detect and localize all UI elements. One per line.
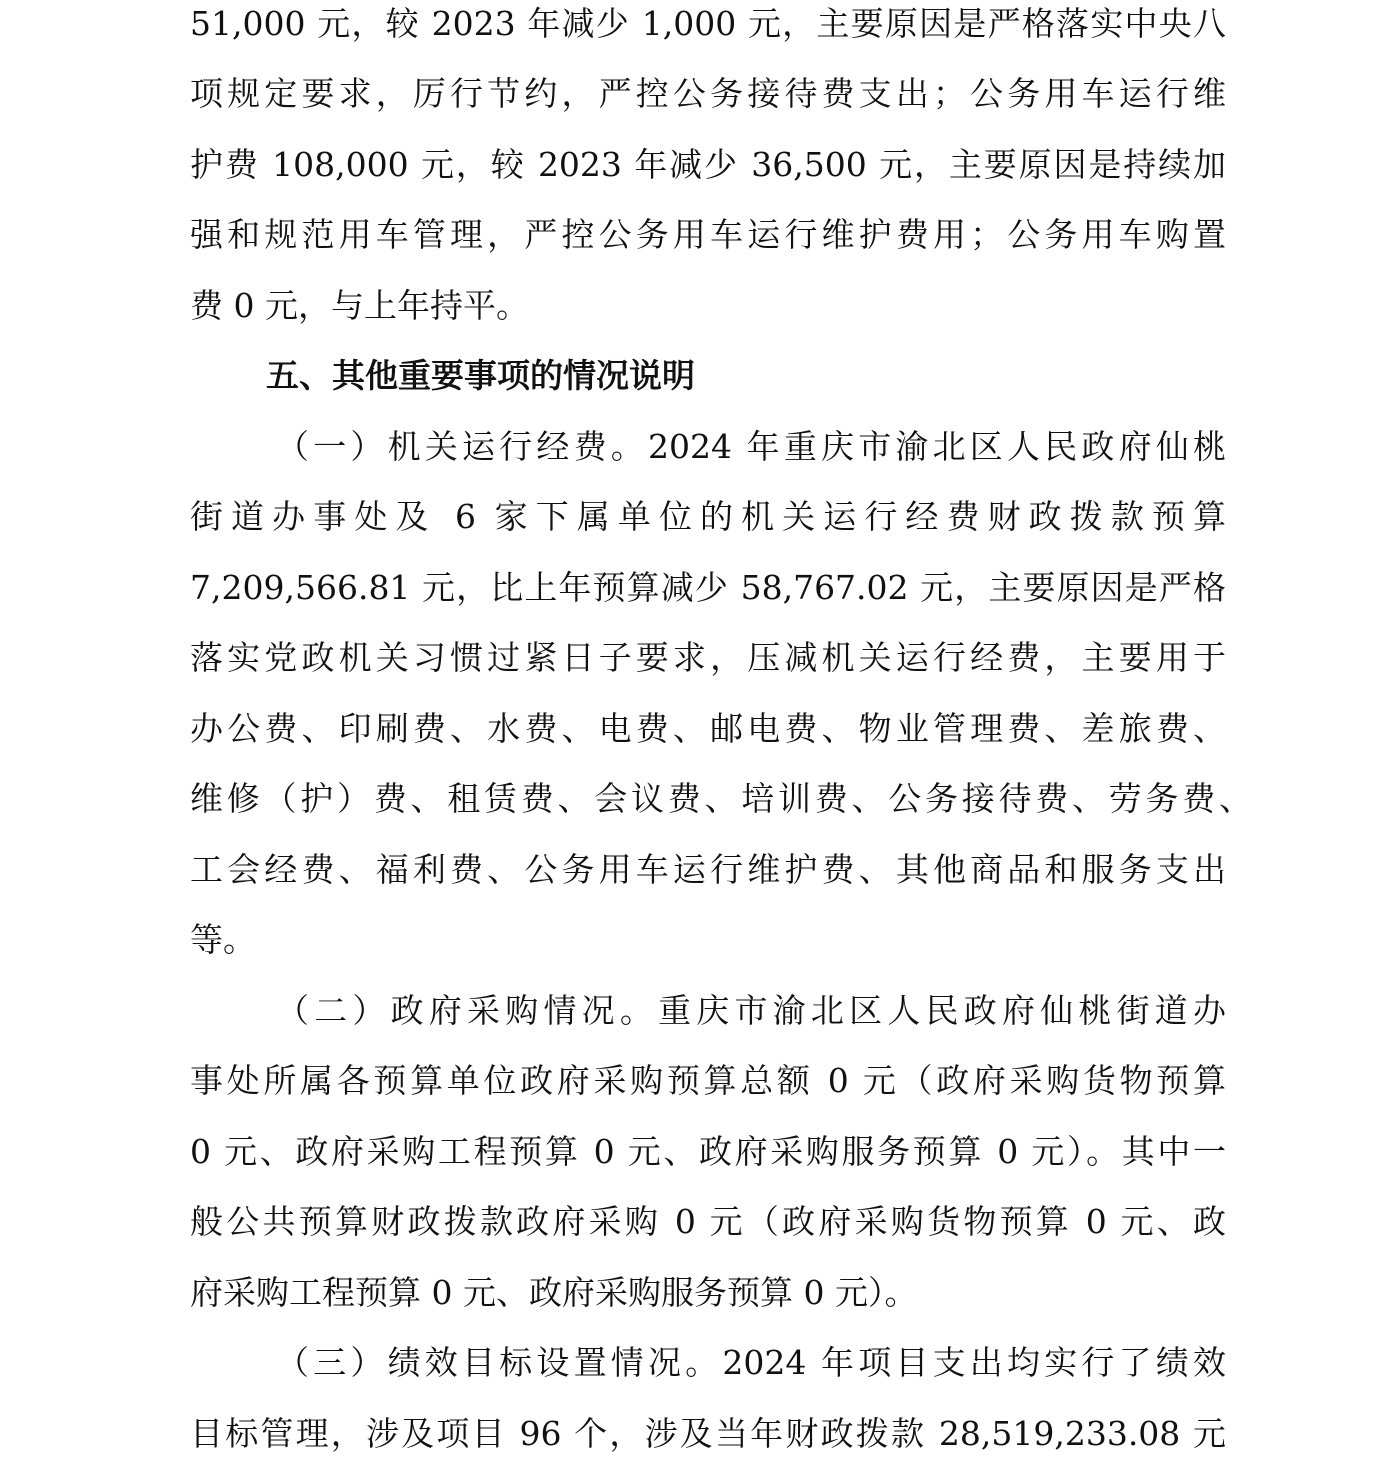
section-heading: 五、其他重要事项的情况说明 xyxy=(266,356,695,395)
body-line: 0 元、政府采购工程预算 0 元、政府采购服务预算 0 元）。其中一 xyxy=(190,1132,1226,1171)
body-line: （二）政府采购情况。重庆市渝北区人民政府仙桃街道办 xyxy=(276,991,1226,1030)
body-line: 护费 108,000 元，较 2023 年减少 36,500 元，主要原因是持续加 xyxy=(190,145,1226,184)
body-line: 51,000 元，较 2023 年减少 1,000 元，主要原因是严格落实中央八 xyxy=(190,4,1226,43)
body-line: 般公共预算财政拨款政府采购 0 元（政府采购货物预算 0 元、政 xyxy=(190,1202,1226,1241)
body-line: 项规定要求，厉行节约，严控公务接待费支出；公务用车运行维 xyxy=(190,74,1226,113)
body-line: 目标管理，涉及项目 96 个，涉及当年财政拨款 28,519,233.08 元 xyxy=(190,1414,1226,1453)
body-line: 7,209,566.81 元，比上年预算减少 58,767.02 元，主要原因是严格 xyxy=(190,568,1226,607)
body-line: （三）绩效目标设置情况。2024 年项目支出均实行了绩效 xyxy=(276,1343,1226,1382)
body-line: 强和规范用车管理，严控公务用车运行维护费用；公务用车购置 xyxy=(190,215,1226,254)
body-line: 工会经费、福利费、公务用车运行维护费、其他商品和服务支出 xyxy=(190,850,1226,889)
body-line: 事处所属各预算单位政府采购预算总额 0 元（政府采购货物预算 xyxy=(190,1061,1226,1100)
body-line: 街道办事处及 6 家下属单位的机关运行经费财政拨款预算 xyxy=(190,497,1226,536)
body-line: 费 0 元，与上年持平。 xyxy=(190,286,529,325)
body-line: 落实党政机关习惯过紧日子要求，压减机关运行经费，主要用于 xyxy=(190,638,1226,677)
body-line: 办公费、印刷费、水费、电费、邮电费、物业管理费、差旅费、 xyxy=(190,709,1226,748)
body-line: 府采购工程预算 0 元、政府采购服务预算 0 元）。 xyxy=(190,1273,918,1312)
body-line: 等。 xyxy=(190,920,256,959)
body-line: （一）机关运行经费。2024 年重庆市渝北区人民政府仙桃 xyxy=(276,427,1226,466)
body-line: 维修（护）费、租赁费、会议费、培训费、公务接待费、劳务费、 xyxy=(190,779,1252,818)
